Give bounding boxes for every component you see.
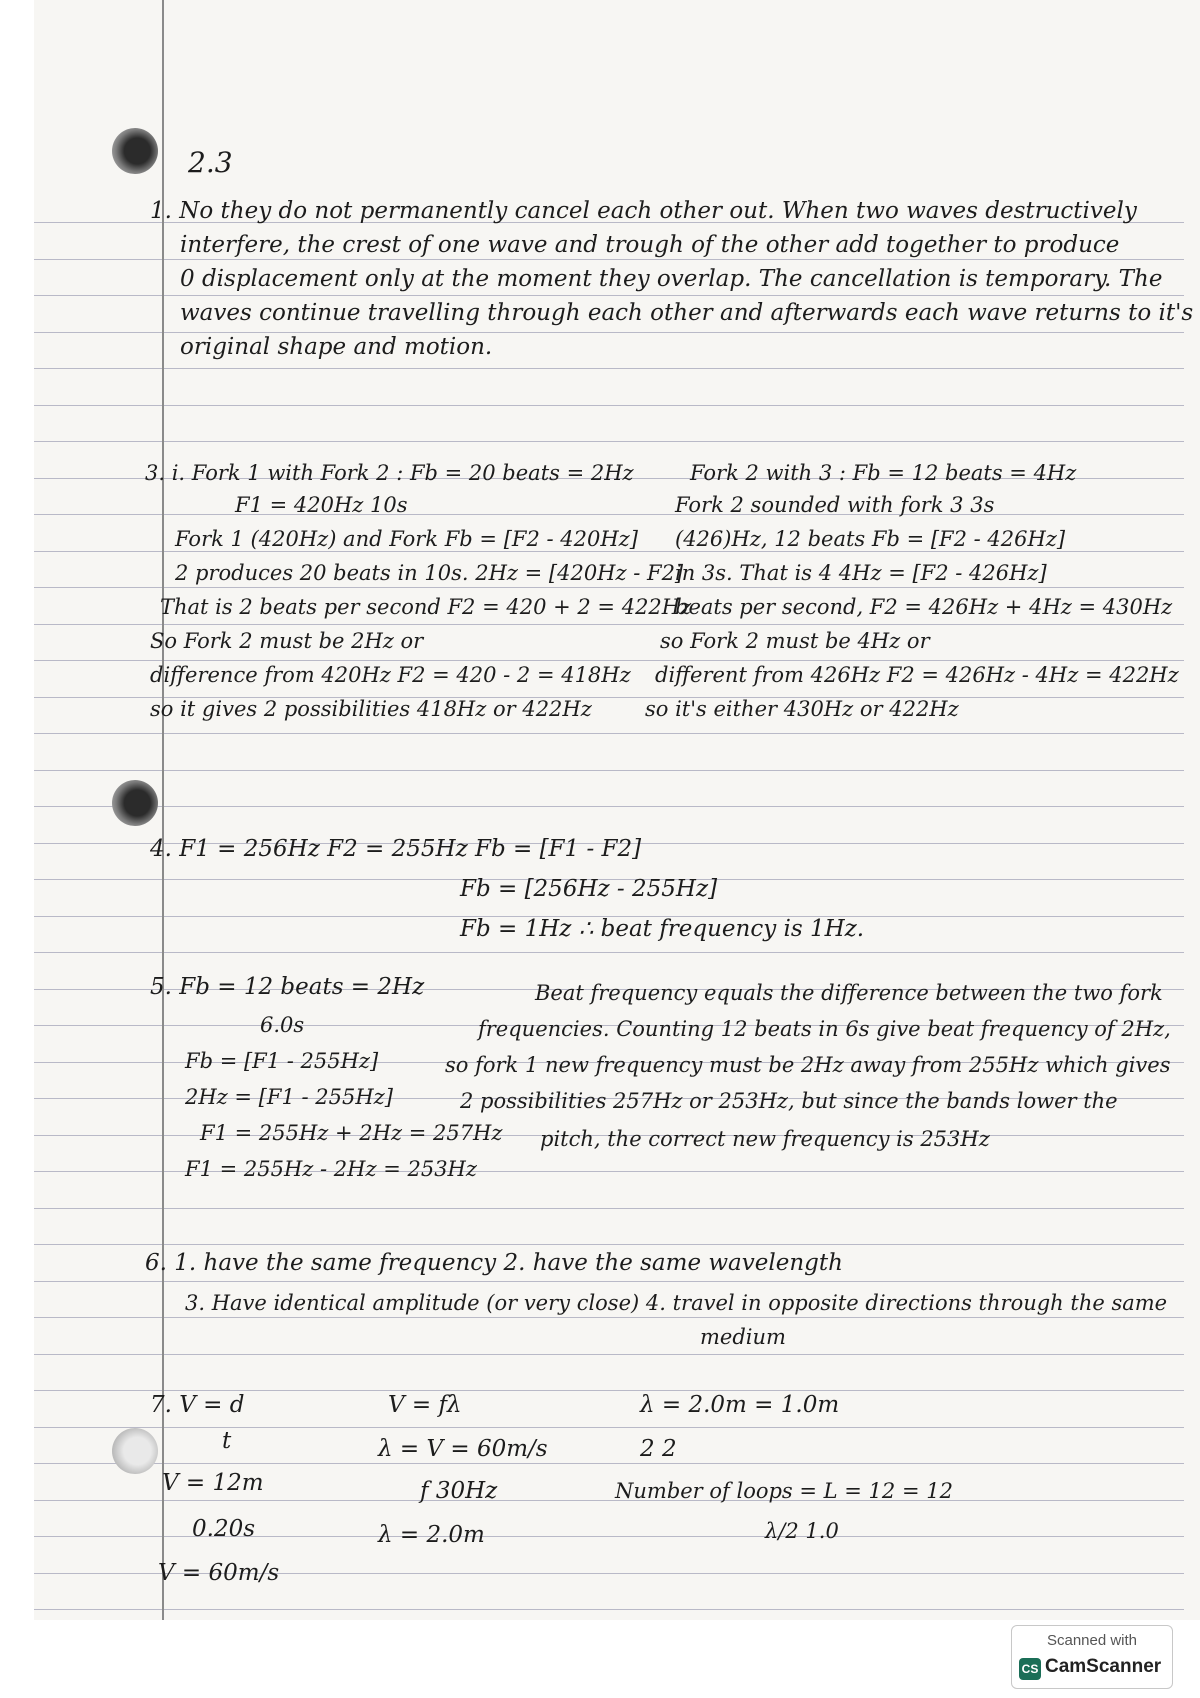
answer-7-line: Number of loops = L = 12 = 12 <box>615 1479 953 1503</box>
answer-7-line: V = 12m <box>162 1470 264 1496</box>
answer-3-line: F1 = 420Hz 10s <box>235 493 408 517</box>
punch-hole-icon <box>112 1428 158 1474</box>
rule-line <box>34 1354 1184 1355</box>
answer-1-line: interfere, the crest of one wave and trough of the other add together to produce <box>180 232 1120 258</box>
camscanner-badge <box>1011 1625 1173 1689</box>
rule-line <box>34 405 1184 406</box>
answer-6-line: 3. Have identical amplitude (or very close) 4. travel in opposite directions through the same <box>185 1291 1168 1315</box>
answer-6-line: medium <box>700 1325 786 1349</box>
answer-7-line: V = fλ <box>388 1392 462 1418</box>
section-number: 2.3 <box>188 146 233 179</box>
answer-7-line: t <box>222 1428 232 1454</box>
answer-5-line: 6.0s <box>260 1013 305 1037</box>
answer-5-text: pitch, the correct new frequency is 253Hz <box>540 1127 990 1151</box>
rule-line <box>34 806 1184 807</box>
answer-5-line: F1 = 255Hz + 2Hz = 257Hz <box>200 1121 503 1145</box>
answer-3-line: in 3s. That is 4 4Hz = [F2 - 426Hz] <box>675 561 1047 585</box>
answer-4-line: Fb = [256Hz - 255Hz] <box>460 876 718 902</box>
answer-6-line: 6. 1. have the same frequency 2. have the same wavelength <box>145 1250 843 1276</box>
answer-3-line: different from 426Hz F2 = 426Hz - 4Hz = 422Hz <box>655 663 1179 687</box>
rule-line <box>34 441 1184 442</box>
answer-4-line: 4. F1 = 256Hz F2 = 255Hz Fb = [F1 - F2] <box>150 836 642 862</box>
answer-1-line: 0 displacement only at the moment they overlap. The cancellation is temporary. The <box>180 266 1163 292</box>
answer-1-line: waves continue travelling through each other and afterwards each wave returns to it's <box>180 300 1194 326</box>
answer-7-line: 2 2 <box>640 1436 677 1462</box>
answer-7-line: λ = V = 60m/s <box>378 1436 548 1462</box>
answer-5-text: 2 possibilities 257Hz or 253Hz, but since the bands lower the <box>460 1089 1118 1113</box>
answer-7-line: λ/2 1.0 <box>765 1519 839 1543</box>
answer-3-line: Fork 2 with 3 : Fb = 12 beats = 4Hz <box>690 461 1077 485</box>
answer-5-line: F1 = 255Hz - 2Hz = 253Hz <box>185 1157 477 1181</box>
answer-3-line: 2 produces 20 beats in 10s. 2Hz = [420Hz - F2] <box>175 561 684 585</box>
answer-3-line: So Fork 2 must be 2Hz or <box>150 629 424 653</box>
rule-line <box>34 952 1184 953</box>
rule-line <box>34 733 1184 734</box>
rule-line <box>34 1463 1184 1464</box>
answer-5-line: 2Hz = [F1 - 255Hz] <box>185 1085 393 1109</box>
margin-line <box>162 0 164 1620</box>
answer-4-line: Fb = 1Hz ∴ beat frequency is 1Hz. <box>460 916 865 942</box>
answer-5-line: Fb = [F1 - 255Hz] <box>185 1049 379 1073</box>
punch-hole-icon <box>112 128 158 174</box>
answer-7-line: V = 60m/s <box>158 1560 280 1586</box>
answer-7-line: f 30Hz <box>420 1478 498 1504</box>
rule-line <box>34 1208 1184 1209</box>
answer-3-line: difference from 420Hz F2 = 420 - 2 = 418Hz <box>150 663 631 687</box>
rule-line <box>34 1244 1184 1245</box>
rule-line <box>34 514 1184 515</box>
badge-caption: Scanned with <box>1046 1632 1138 1649</box>
answer-3-line: so Fork 2 must be 4Hz or <box>660 629 930 653</box>
answer-3-line: (426)Hz, 12 beats Fb = [F2 - 426Hz] <box>675 527 1066 551</box>
answer-1-line: 1. No they do not permanently cancel each other out. When two waves destructively <box>150 198 1137 224</box>
answer-3-line: Fork 1 (420Hz) and Fork Fb = [F2 - 420Hz] <box>175 527 638 551</box>
answer-7-line: 0.20s <box>192 1516 256 1542</box>
rule-line <box>34 1281 1184 1282</box>
answer-5-line: 5. Fb = 12 beats = 2Hz <box>150 974 425 1000</box>
camscanner-logo-icon: CS <box>1019 1658 1041 1680</box>
answer-3-line: so it gives 2 possibilities 418Hz or 422Hz <box>150 697 592 721</box>
answer-5-text: so fork 1 new frequency must be 2Hz away from 255Hz which gives <box>445 1053 1171 1077</box>
answer-7-line: λ = 2.0m = 1.0m <box>640 1392 840 1418</box>
punch-hole-icon <box>112 780 158 826</box>
answer-1-line: original shape and motion. <box>180 334 493 360</box>
answer-3-line: beats per second, F2 = 426Hz + 4Hz = 430Hz <box>675 595 1173 619</box>
rule-line <box>34 1609 1184 1610</box>
binder-edge <box>0 0 34 1698</box>
answer-7-line: λ = 2.0m <box>378 1522 485 1548</box>
rule-line <box>34 368 1184 369</box>
answer-3-line: 3. i. Fork 1 with Fork 2 : Fb = 20 beats = 2Hz <box>145 461 634 485</box>
rule-line <box>34 770 1184 771</box>
answer-3-line: so it's either 430Hz or 422Hz <box>645 697 959 721</box>
answer-5-text: frequencies. Counting 12 beats in 6s give beat frequency of 2Hz, <box>478 1017 1171 1041</box>
rule-line <box>34 1500 1184 1501</box>
answer-3-line: That is 2 beats per second F2 = 420 + 2 = 422Hz <box>160 595 692 619</box>
answer-3-line: Fork 2 sounded with fork 3 3s <box>675 493 995 517</box>
badge-brand: CamScanner <box>1045 1656 1162 1677</box>
answer-5-text: Beat frequency equals the difference between the two fork <box>535 981 1163 1005</box>
rule-line <box>34 1427 1184 1428</box>
answer-7-line: 7. V = d <box>150 1392 245 1418</box>
